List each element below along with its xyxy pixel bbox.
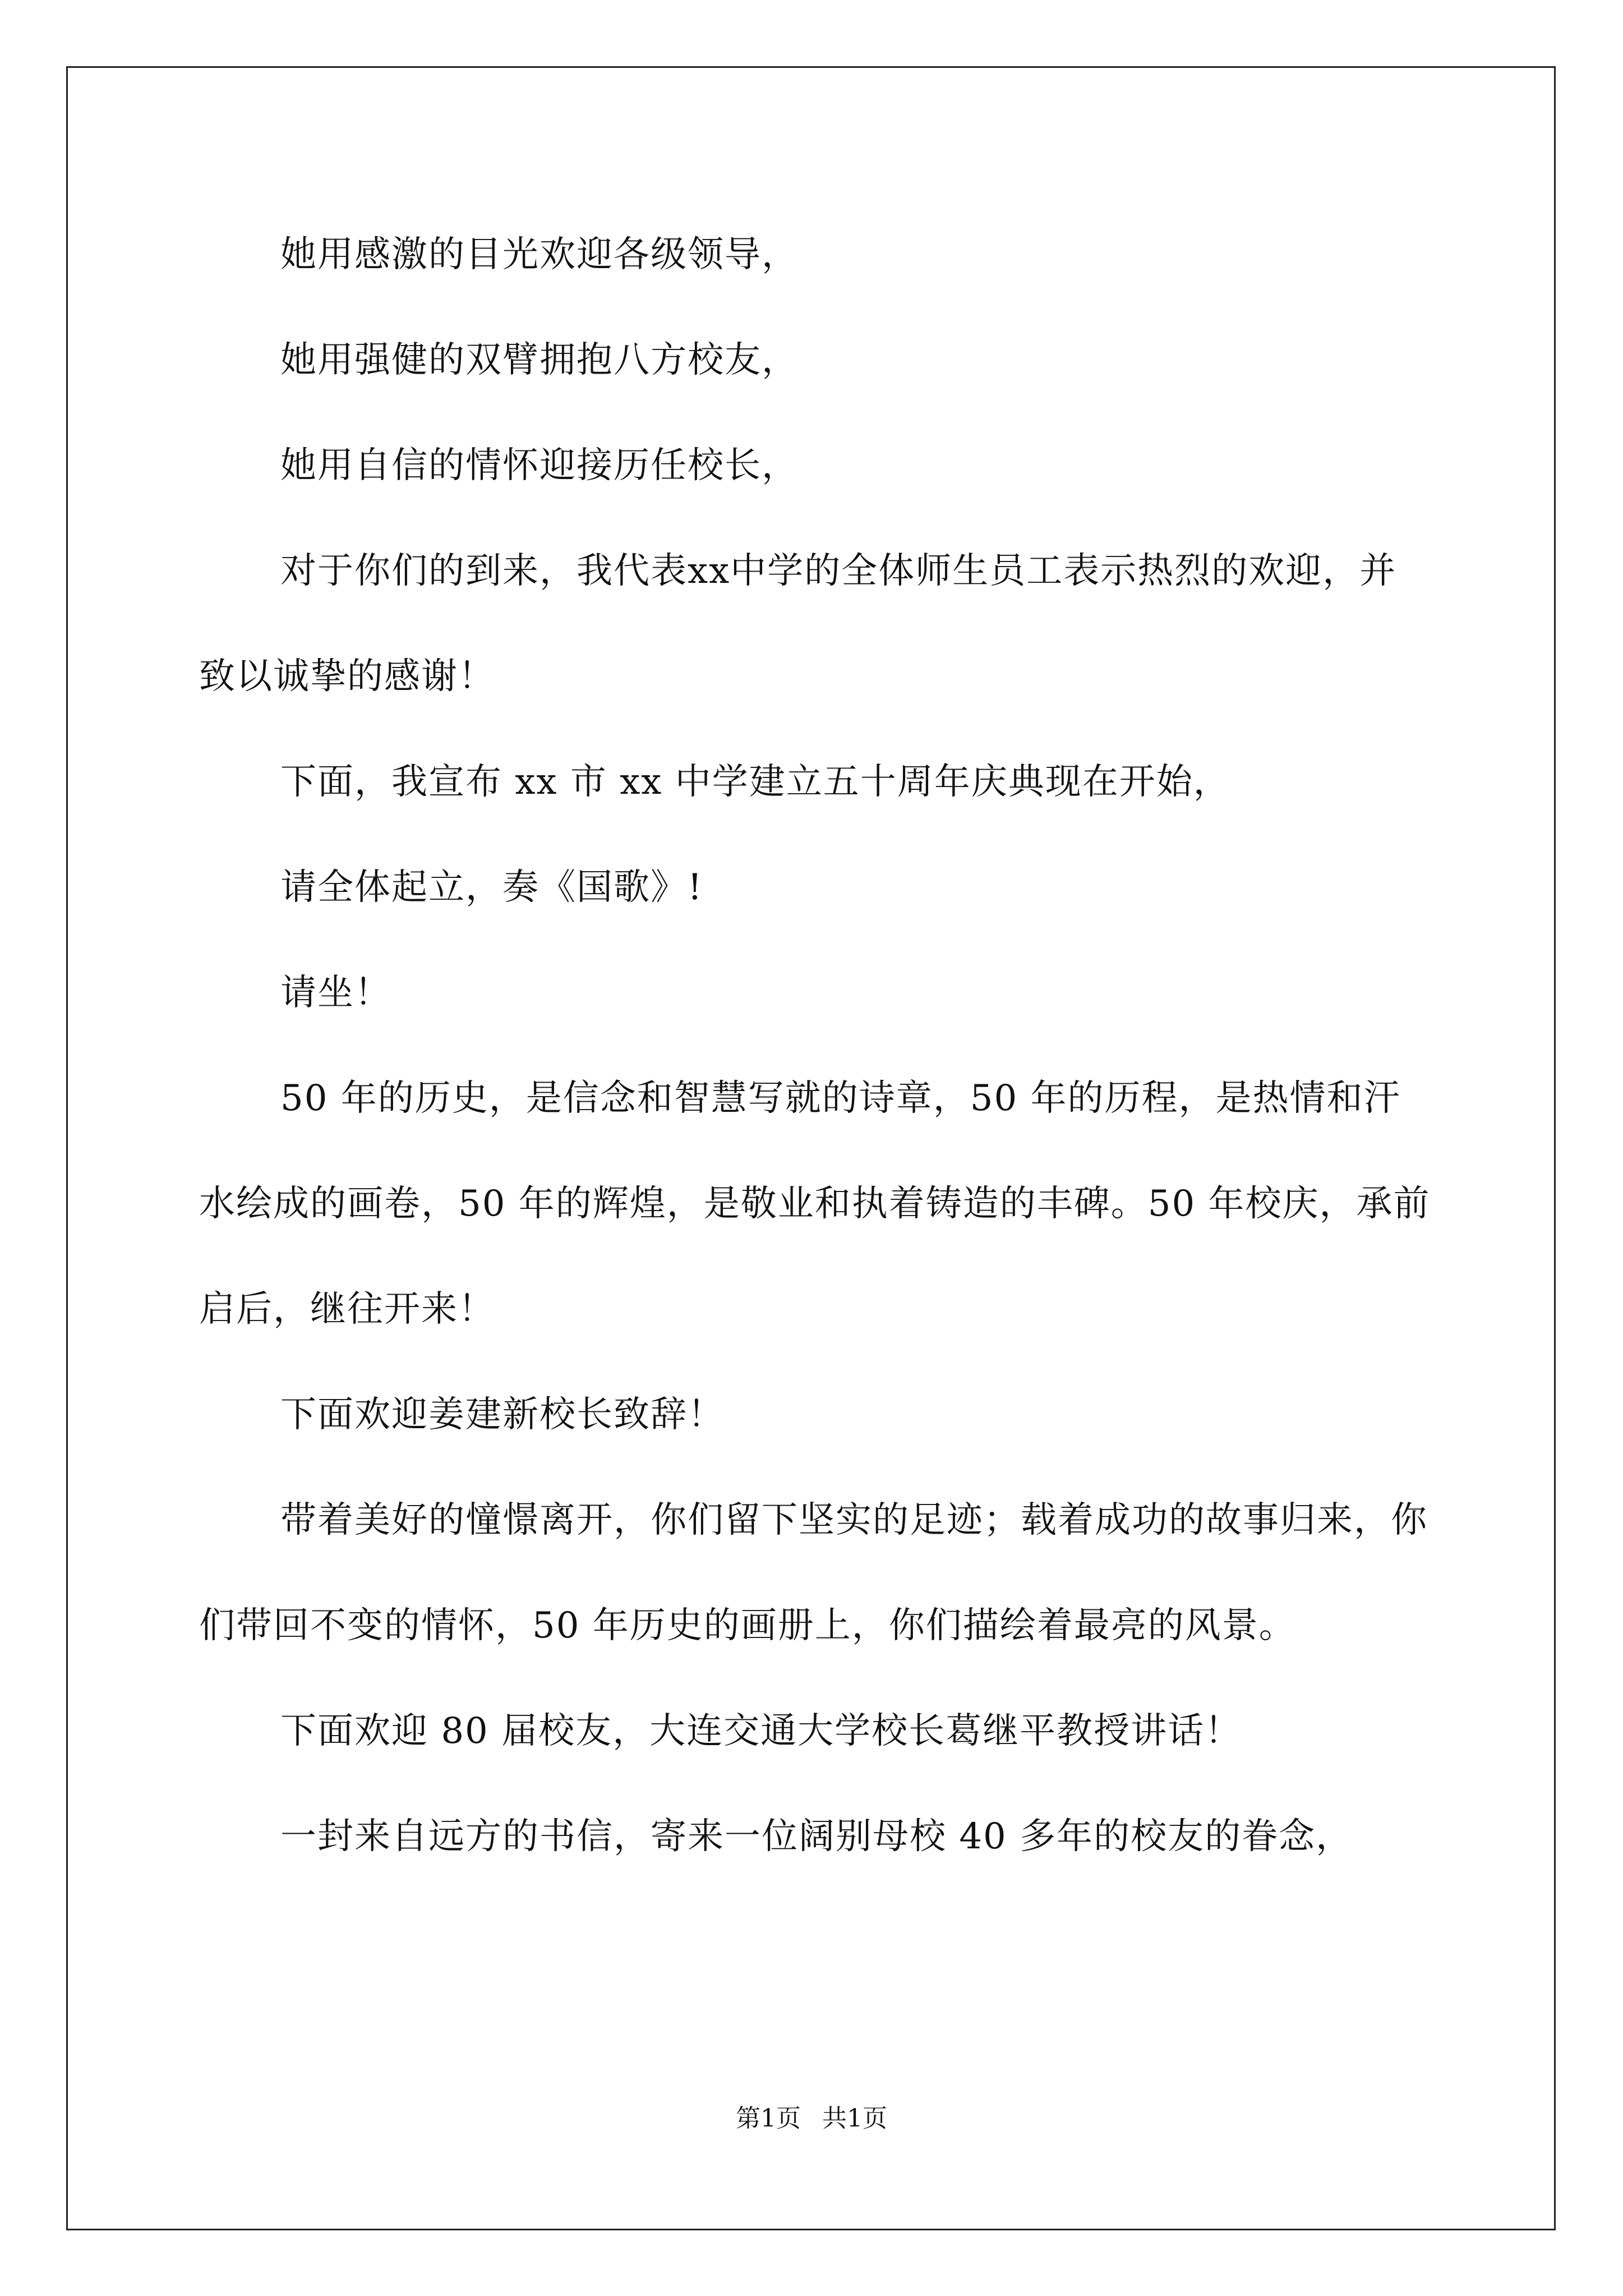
document-body bbox=[199, 202, 1433, 1889]
paragraph: 下面欢迎 80 届校友，大连交通大学校长葛继平教授讲话！ bbox=[280, 1710, 1242, 1752]
paragraph: 对于你们的到来，我代表xx中学的全体师生员工表示热烈的欢迎，并致以诚挚的感谢！ bbox=[199, 550, 1397, 697]
paragraph: 带着美好的憧憬离开，你们留下坚实的足迹；载着成功的故事归来，你们带回不变的情怀，50 年历史的画册上，你们描绘着最亮的风景。 bbox=[199, 1499, 1428, 1646]
paragraph: 她用自信的情怀迎接历任校长， bbox=[280, 445, 799, 486]
paragraph: 她用感激的目光欢迎各级领导， bbox=[280, 234, 799, 275]
paragraph: 下面，我宣布 xx 市 xx 中学建立五十周年庆典现在开始， bbox=[280, 761, 1230, 803]
paragraph: 请坐！ bbox=[280, 972, 391, 1014]
paragraph: 一封来自远方的书信，寄来一位阔别母校 40 多年的校友的眷念， bbox=[280, 1816, 1353, 1857]
page-number: 第1页 bbox=[736, 2104, 801, 2133]
paragraph: 下面欢迎姜建新校长致辞！ bbox=[280, 1394, 725, 1435]
page-total: 共1页 bbox=[822, 2104, 887, 2133]
paragraph: 她用强健的双臂拥抱八方校友， bbox=[280, 339, 799, 381]
paragraph: 请全体起立，奏《国歌》! bbox=[280, 867, 703, 908]
page-footer bbox=[0, 2098, 1623, 2134]
paragraph: 50 年的历史，是信念和智慧写就的诗章，50 年的历程，是热情和汗水绘成的画卷，50 年的辉煌，是敬业和执着铸造的丰碑。50 年校庆，承前启后，继往开来！ bbox=[199, 1078, 1431, 1330]
